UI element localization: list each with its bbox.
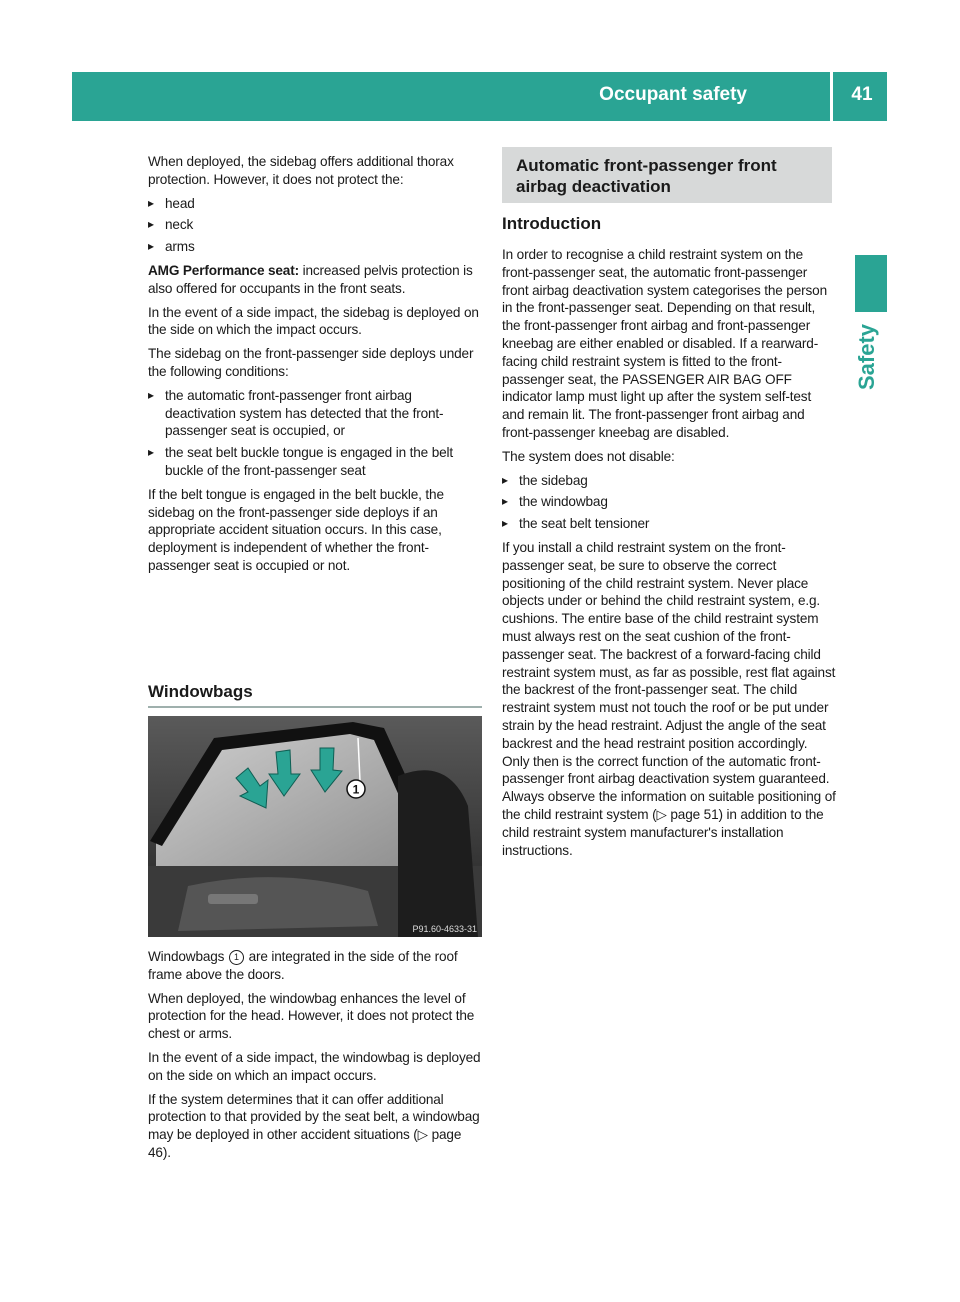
section-title-box <box>502 147 832 203</box>
side-tab <box>844 318 890 390</box>
paragraph: When deployed, the windowbag enhances the level of protection for the head. However, it does not protect the chest or arms. <box>148 990 475 1042</box>
bullet-list <box>502 472 836 533</box>
text-fragment: are integrated in the side of the roof frame above the doors. <box>148 949 458 982</box>
image-code: P91.60-4633-31 <box>412 924 477 934</box>
windowbag-illustration <box>148 716 482 937</box>
page-reference-link[interactable]: page 51) in addition to the child restraint system manufacturer's installation instructions. <box>502 806 824 858</box>
paragraph: The sidebag on the front-passenger side deploys under the following conditions: <box>148 346 474 379</box>
page-reference-link[interactable]: page 46). <box>148 1127 462 1160</box>
page-ref-arrow-icon: ▷ <box>656 806 667 822</box>
callout-reference: 1 <box>229 950 244 965</box>
paragraph: In order to recognise a child restraint system on the front-passenger seat, the automatic front-passenger front airbag deactivation system categorises the person in the front-passenger seat. Depending on that result, the front-passenger front airbag and front-passenger kneebag are either enabled or disabled. If a rearward-facing child restraint system is fitted to the front-passenger seat, the PASSENGER AIR BAG OFF indicator lamp must light up after the system self-test and remain lit. The front-passenger front airbag and front-passenger kneebag are disabled. <box>502 247 827 440</box>
amg-label: AMG Performance seat: <box>148 262 299 278</box>
list-item: ▸ neck <box>148 216 482 234</box>
paragraph: In the event of a side impact, the windowbag is deployed on the side on which an impact occurs. <box>148 1049 481 1083</box>
list-item: ▸ the seat belt tensioner <box>502 515 836 533</box>
list-item: ▸ the seat belt buckle tongue is engaged in the belt buckle of the front-passenger seat <box>148 444 482 480</box>
paragraph: If the belt tongue is engaged in the belt buckle, the sidebag on the front-passenger side deploys if an appropriate accident situation occurs. In this case, deployment is independent of whether the front-passenger seat is occupied or not. <box>148 486 444 573</box>
page-header <box>72 72 887 121</box>
bullet-list <box>148 195 482 256</box>
page-number: 41 <box>851 84 873 105</box>
side-tab-label: Safety <box>854 323 879 390</box>
right-column <box>502 246 836 865</box>
paragraph <box>148 1091 482 1162</box>
paragraph <box>148 948 482 984</box>
callout-number: 1 <box>352 782 360 797</box>
introduction-heading: Introduction <box>502 214 602 233</box>
side-tab-marker <box>855 255 887 312</box>
text-fragment: If the system determines that it can offer additional protection to that provided by the seat belt, a windowbag may be deployed in other accident situations ( <box>148 1091 480 1143</box>
paragraph: The system does not disable: <box>502 448 675 464</box>
list-item: ▸ the windowbag <box>502 493 836 511</box>
section-title: Automatic front-passenger front airbag deactivation <box>516 156 777 196</box>
bullet-list <box>148 387 482 480</box>
door-handle <box>208 894 258 904</box>
list-item: ▸ arms <box>148 238 482 256</box>
windowbags-text <box>148 948 482 1168</box>
text-fragment: Windowbags <box>148 949 228 964</box>
text-fragment: If you install a child restraint system on the front-passenger seat, be sure to observe the correct positioning of the child restraint system. Never place objects under or behind the child restraint system, e.g. cushions. The entire base of the child restraint system must always rest on the seat cushion of the front-passenger seat. The backrest of a forward-facing child restraint system must, as far as possible, rest flat against the backrest of the front-passenger seat. The child restraint system must not touch the roof or be put under strain by the head restraint. Adjust the angle of the seat backrest and the head restraint position accordingly. Only then is the correct function of the automatic front-passenger front airbag deactivation system guaranteed. Always observe the information on suitable positioning of the child restraint system ( <box>502 539 836 822</box>
heading-rule <box>148 706 482 708</box>
paragraph <box>148 262 482 298</box>
left-column <box>148 153 482 581</box>
paragraph <box>502 539 836 859</box>
list-item: ▸ head <box>148 195 482 213</box>
list-item: ▸ the automatic front-passenger front airbag deactivation system has detected that the front-passenger seat is occupied, or <box>148 387 482 440</box>
windowbags-heading: Windowbags <box>148 682 253 701</box>
header-title: Occupant safety <box>599 84 747 105</box>
paragraph: In the event of a side impact, the sidebag is deployed on the side on which the impact occurs. <box>148 304 479 338</box>
header-divider <box>830 72 833 121</box>
paragraph: When deployed, the sidebag offers additional thorax protection. However, it does not protect the: <box>148 154 454 187</box>
amg-text: increased pelvis protection is also offered for occupants in the front seats. <box>148 262 473 296</box>
list-item: ▸ the sidebag <box>502 472 836 490</box>
page-ref-arrow-icon: ▷ <box>417 1127 428 1143</box>
